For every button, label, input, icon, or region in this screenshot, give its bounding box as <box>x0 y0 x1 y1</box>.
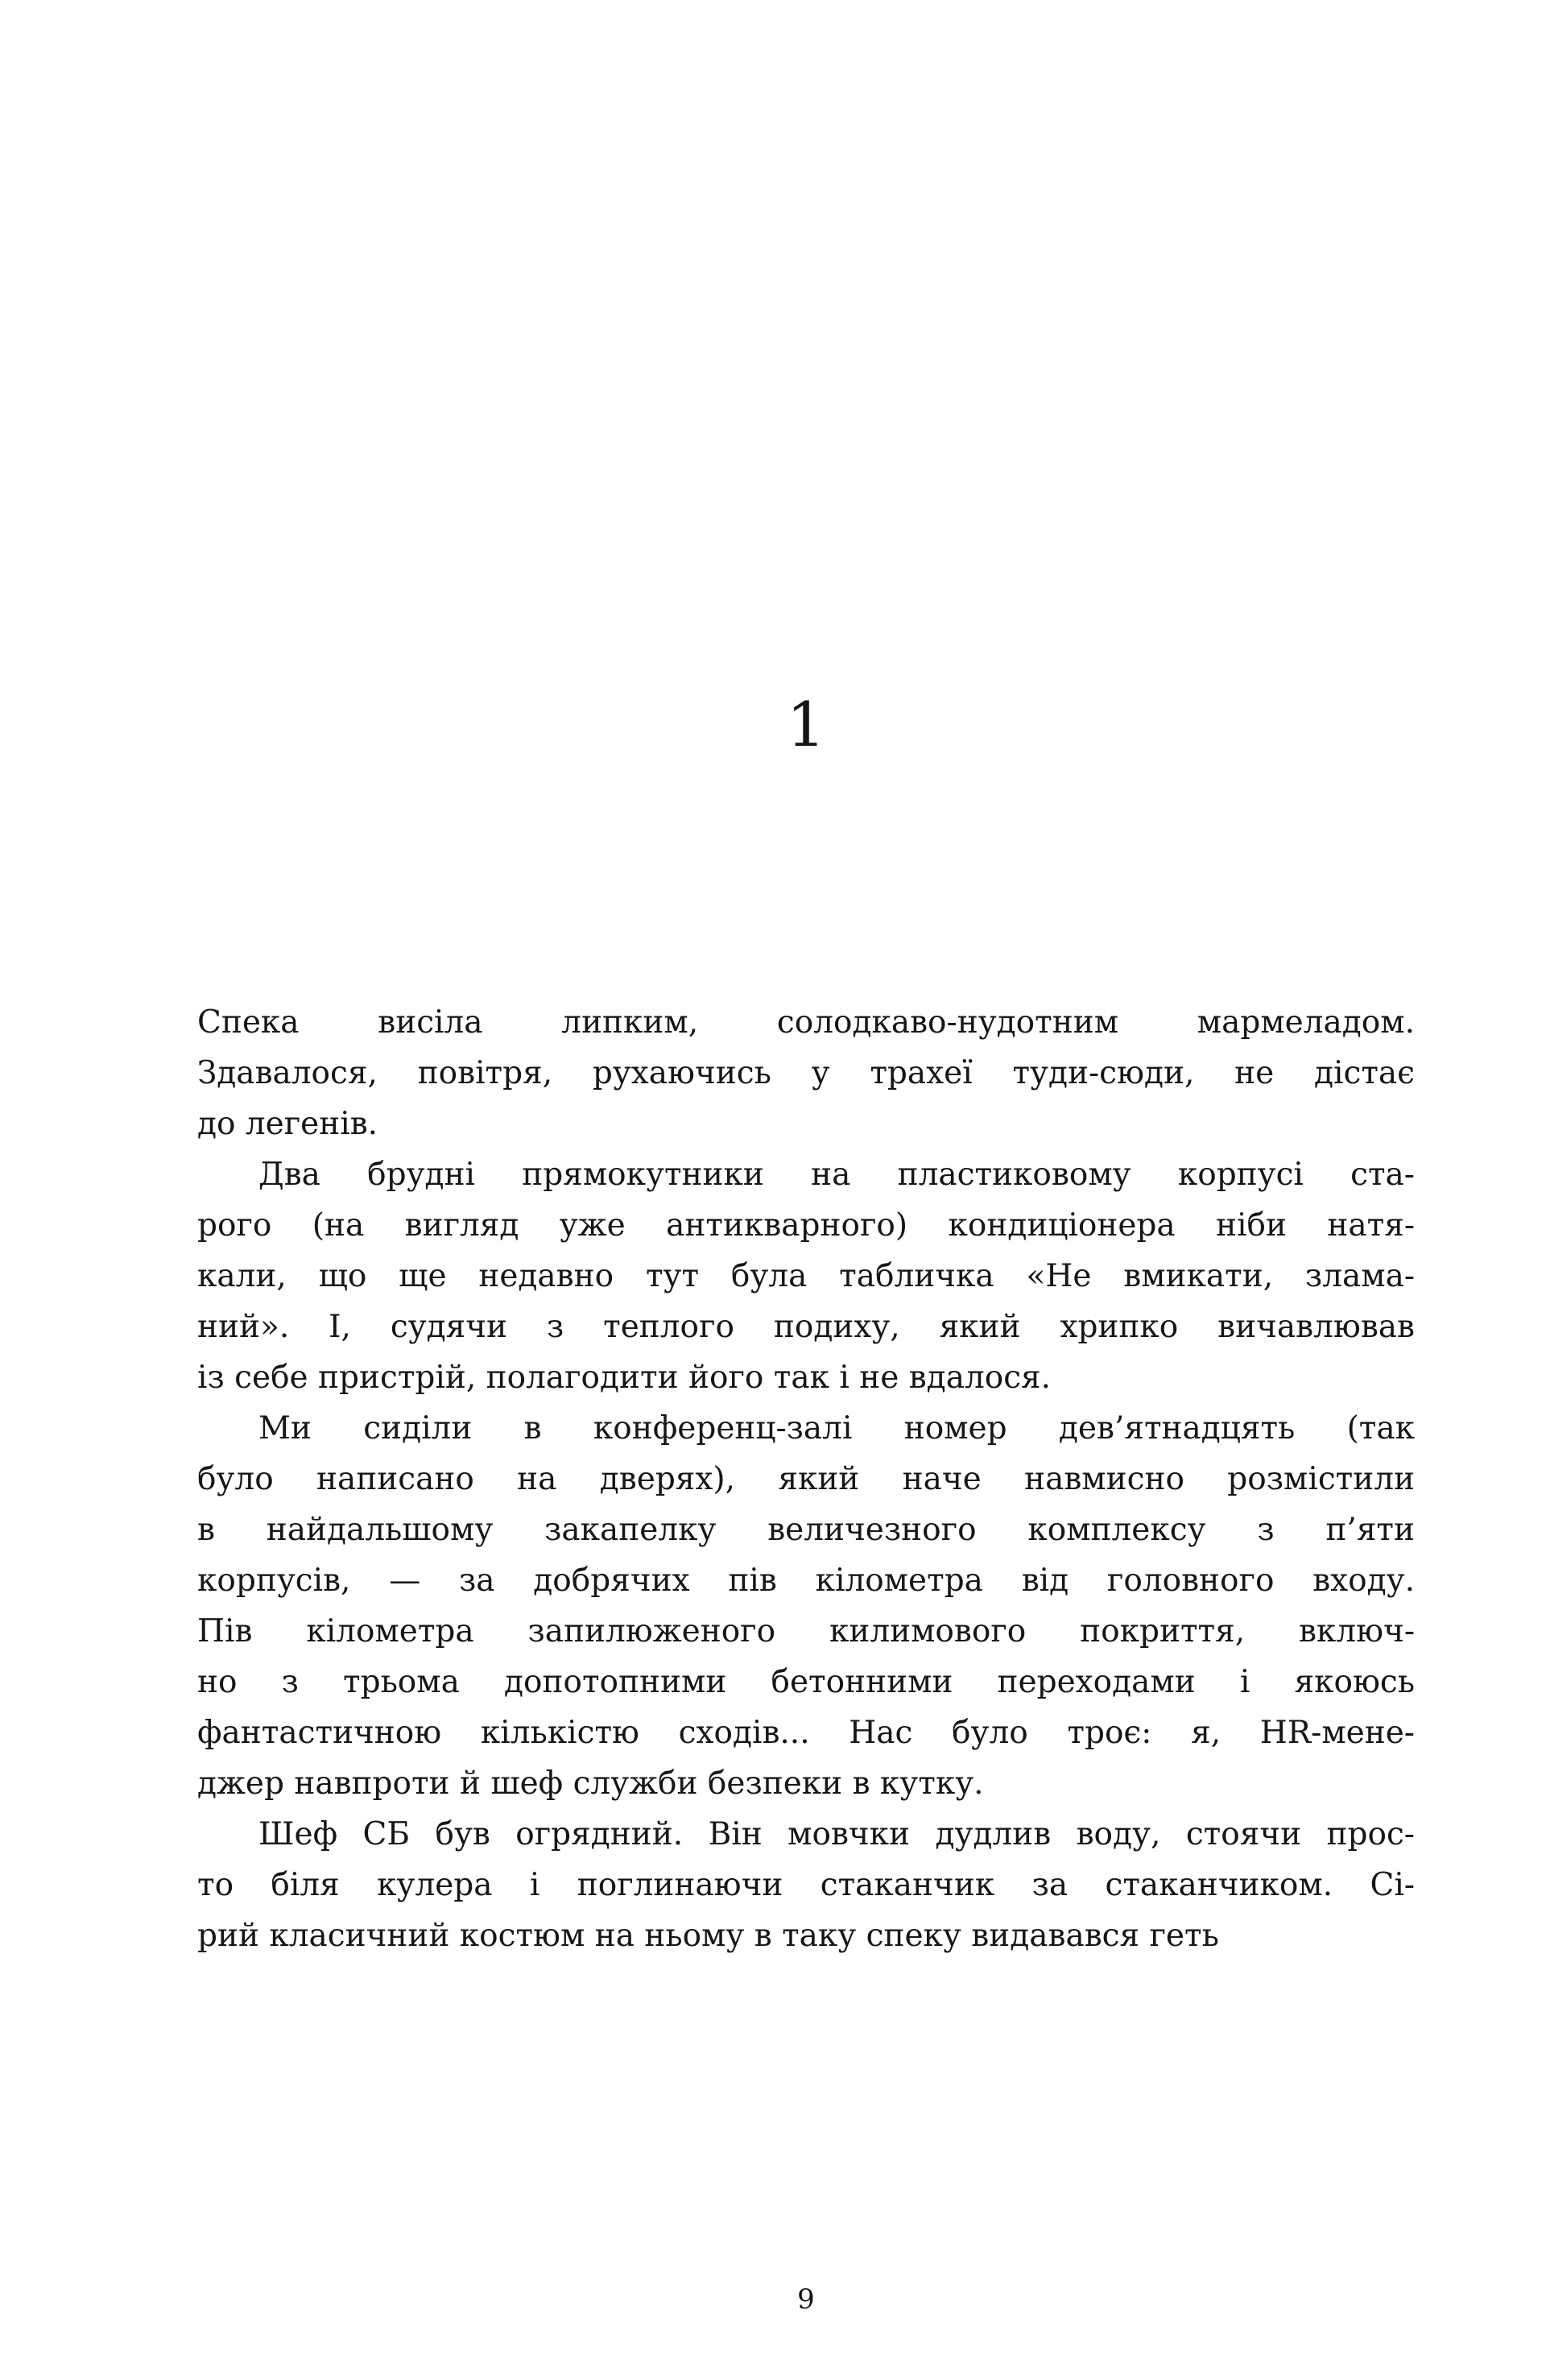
text-line: джер навпроти й шеф служби безпеки в кутку. <box>197 1765 984 1802</box>
text-line: Здавалося, повітря, рухаючись у трахеї туди-сюди, не дістає <box>197 1055 1415 1091</box>
text-line: Спека висіла липким, солодкаво-нудотним мармеладом. <box>197 1004 1415 1041</box>
paragraph <box>197 1809 1415 1961</box>
text-line: із себе пристрій, полагодити його так і не вдалося. <box>197 1360 1052 1396</box>
text-line: корпусів, — за добрячих пів кілометра від головного входу. <box>197 1563 1415 1599</box>
paragraph <box>197 1149 1415 1403</box>
text-line: в найдальшому закапелку величезного комплексу з п’яти <box>197 1512 1415 1548</box>
text-line: кали, що ще недавно тут була табличка «Не вмикати, злама- <box>197 1258 1415 1294</box>
chapter-number: 1 <box>786 689 826 760</box>
text-line: то біля кулера і поглинаючи стаканчик за стаканчиком. Сі- <box>197 1867 1415 1903</box>
text-line: рий класичний костюм на ньому в таку спеку видавався геть <box>197 1918 1219 1954</box>
text-line: но з трьома допотопними бетонними переходами і якоюсь <box>197 1664 1415 1700</box>
text-line: ний». І, судячи з теплого подиху, який хрипко вичавлював <box>197 1309 1415 1345</box>
text-line: рого (на вигляд уже антикварного) кондиціонера ніби натя- <box>197 1207 1415 1244</box>
text-line: Шеф СБ був огрядний. Він мовчки дудлив воду, стоячи прос- <box>258 1816 1415 1852</box>
body-text <box>197 997 1415 1961</box>
text-line: було написано на дверях), який наче навмисно розмістили <box>197 1461 1415 1497</box>
text-line: до легенів. <box>197 1106 378 1142</box>
paragraph <box>197 997 1415 1149</box>
page-number: 9 <box>797 2283 815 2316</box>
text-line: Два брудні прямокутники на пластиковому корпусі ста- <box>258 1157 1415 1193</box>
text-line: Пів кілометра запилюженого килимового покриття, включ- <box>197 1613 1415 1649</box>
text-line: фантастичною кількістю сходів... Нас було троє: я, HR-мене- <box>197 1715 1415 1751</box>
paragraph <box>197 1403 1415 1809</box>
text-line: Ми сиділи в конференц-залі номер дев’ятнадцять (так <box>258 1410 1415 1447</box>
